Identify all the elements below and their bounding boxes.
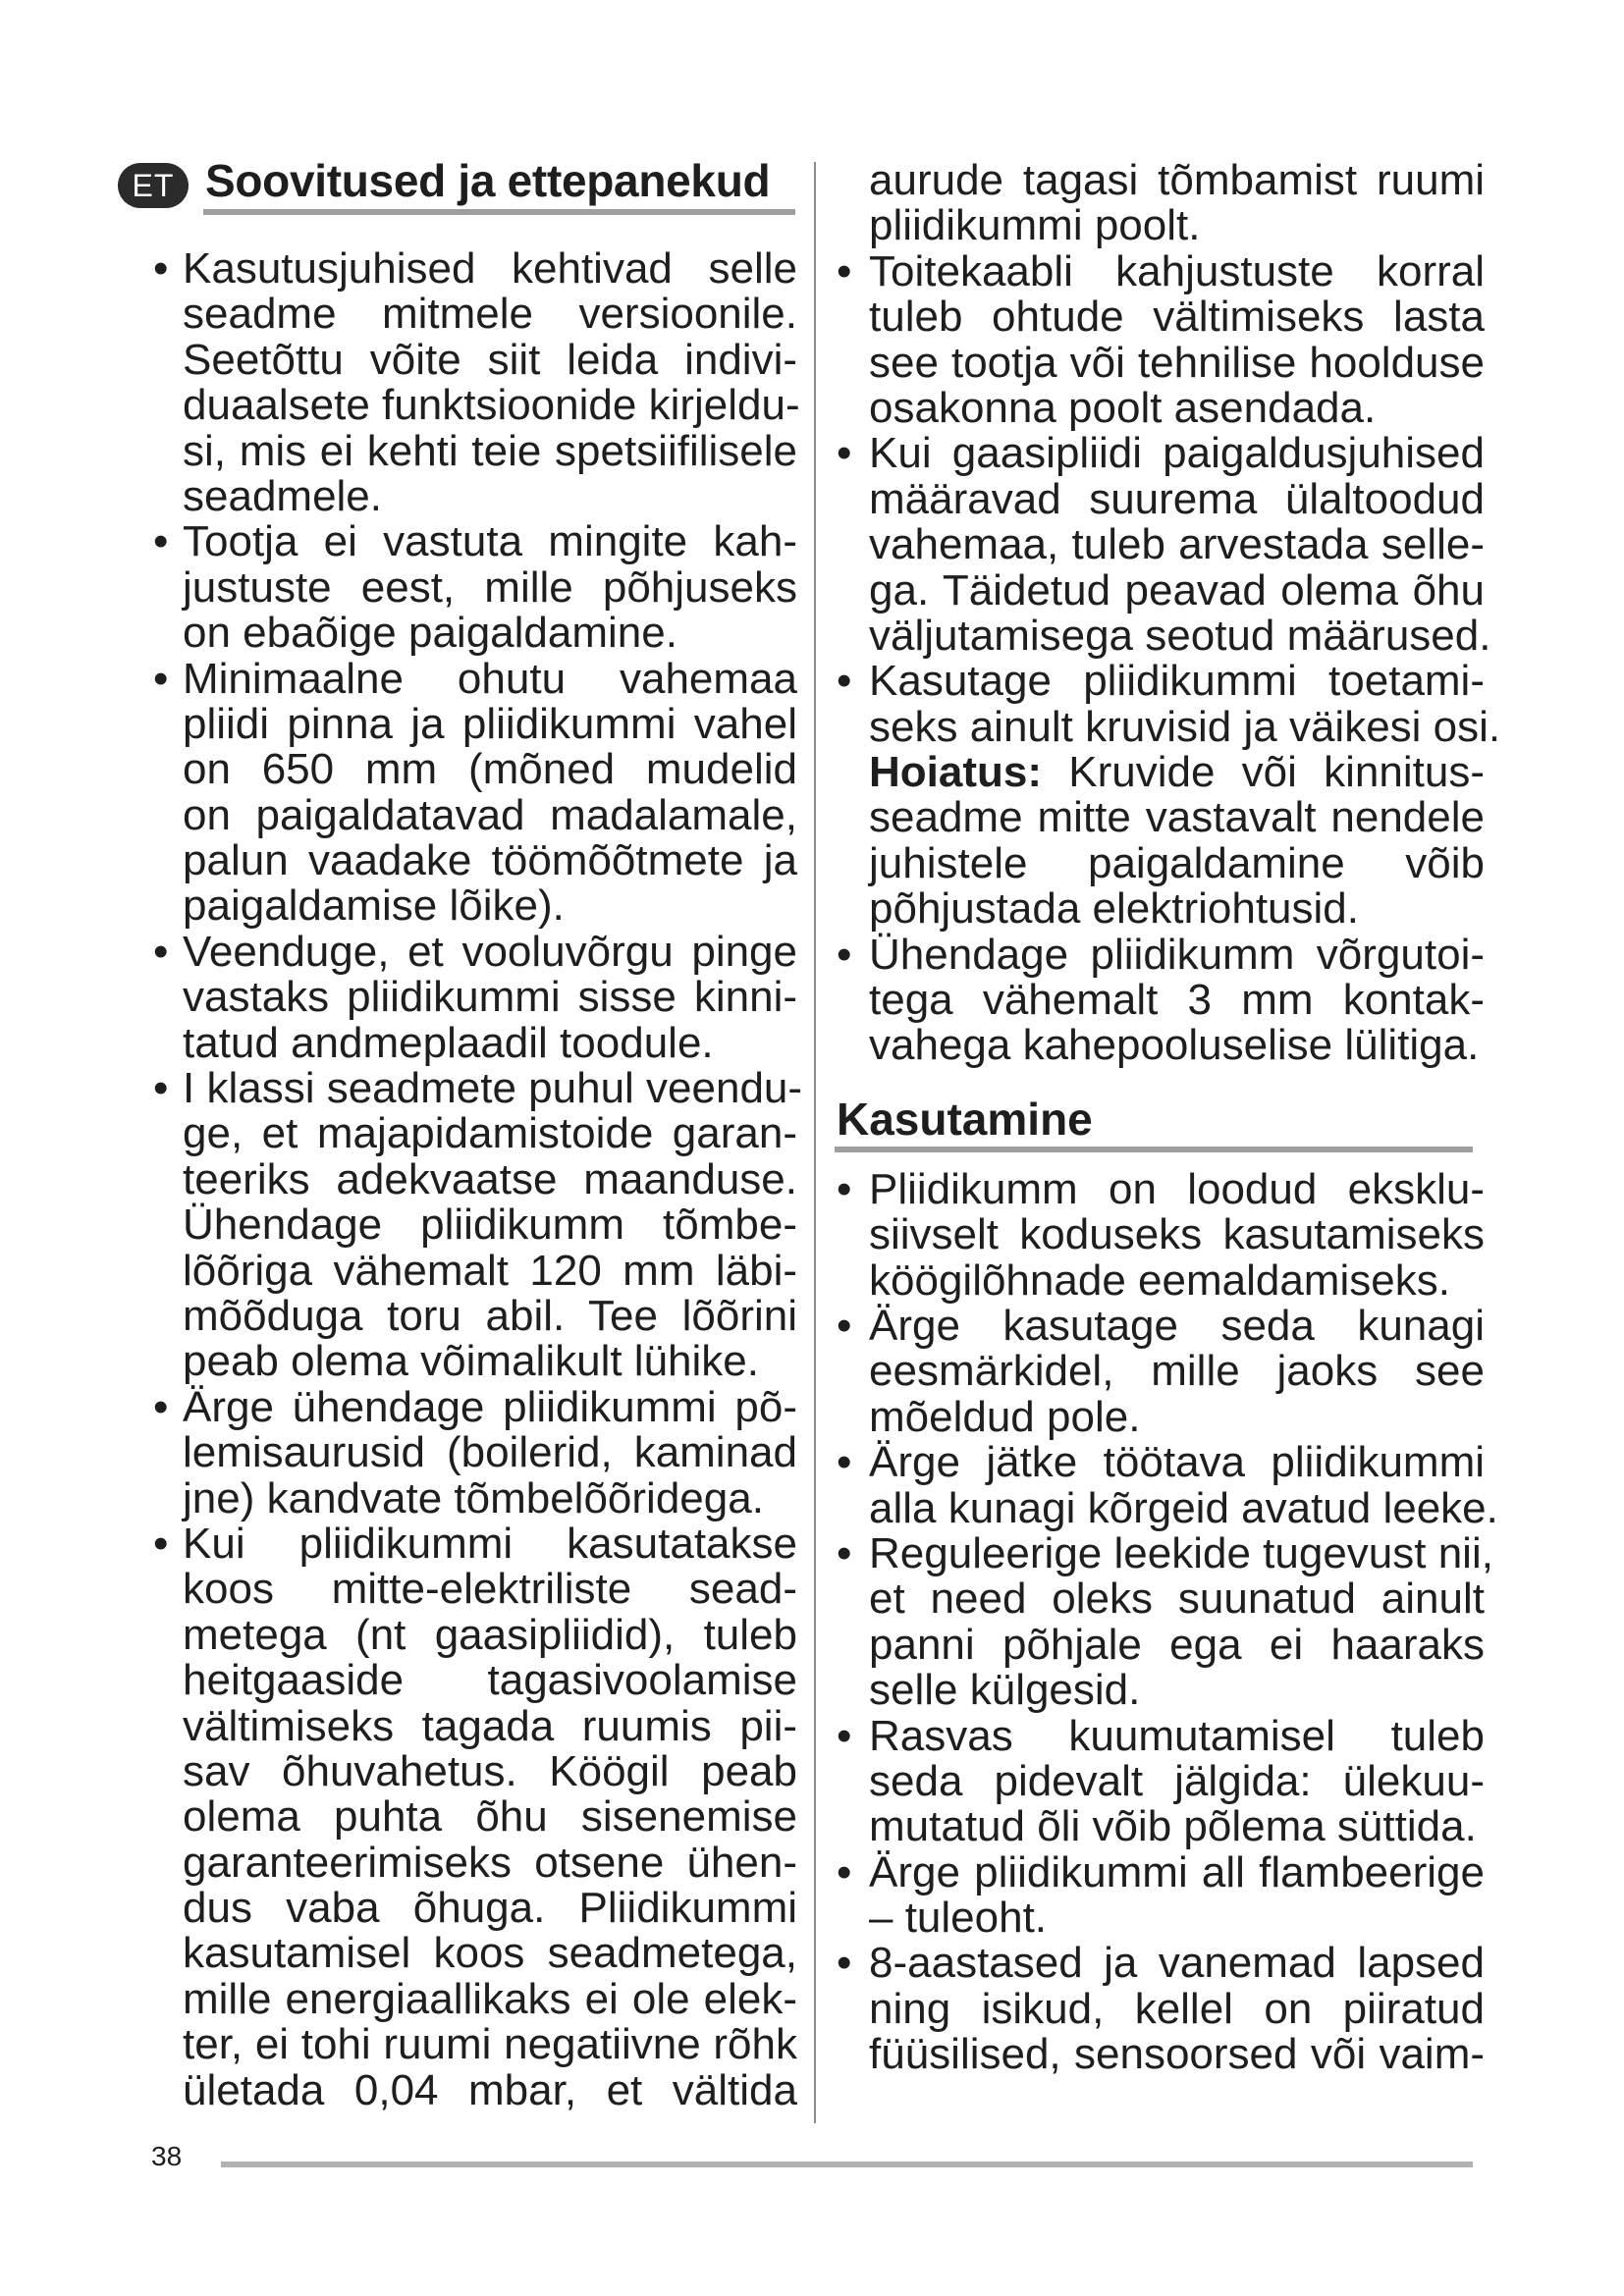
text-line: seda pidevalt jälgida: ülekuu- (869, 1756, 1485, 1805)
text-line: see tootja või tehnilise hoolduse (869, 338, 1485, 387)
text-line: on paigaldatavad madalamale, (183, 790, 797, 839)
list-item (837, 1164, 1524, 1305)
text-line: seadme mitmele versioonile. (183, 290, 797, 339)
text-line: lõõriga vähemalt 120 mm läbi- (183, 1246, 797, 1295)
usage-list (837, 1164, 1524, 2079)
text-line: et need oleks suunatud ainult (869, 1575, 1485, 1624)
text-line: ületada 0,04 mbar, et vältida (183, 2065, 797, 2114)
text-line: ge, et majapidamistoide garan- (183, 1109, 797, 1158)
text-line: Ärge ühendage pliidikummi põ- (183, 1382, 797, 1431)
text-line: peab olema võimalikult lühike. (183, 1337, 759, 1386)
text-line: palun vaadake töömõõtmete ja (183, 836, 797, 885)
text-line: köögilõhnade eemaldamiseks. (869, 1255, 1450, 1305)
text-line: Kasutusjuhised kehtivad selle (183, 244, 797, 293)
bullet: • (837, 1847, 852, 1896)
text-line: eesmärkidel, mille jaoks see (869, 1347, 1485, 1396)
text-line: Toitekaabli kahjustuste korral (869, 246, 1485, 295)
bullet: • (837, 1528, 852, 1577)
list-item (153, 1066, 801, 1385)
text-line (837, 750, 1485, 795)
text-line: mille energiaallikaks ei ole elek- (183, 1974, 797, 2023)
text-line: seks ainult kruvisid ja väikesi osi. (869, 702, 1501, 751)
text-line: seadme mitte vastavalt nendele (869, 793, 1485, 842)
bullet: • (837, 657, 852, 706)
text-line: paigaldamise lõike). (183, 881, 565, 931)
text-line: Ärge pliidikummi all flambeerige (869, 1847, 1485, 1896)
text-line: ter, ei tohi ruumi negatiivne rõhk (183, 2020, 797, 2069)
list-item (837, 1528, 1524, 1715)
text-line: Rasvas kuumutamisel tuleb (869, 1711, 1485, 1760)
text-line: pliidikummi poolt. (869, 201, 1201, 250)
text-line: tega vähemalt 3 mm kontak- (869, 976, 1485, 1025)
list-item (837, 1440, 1524, 1531)
text-line: dus vaba õhuga. Pliidikummi (183, 1884, 797, 1933)
bullet: • (837, 1164, 852, 1213)
bullet: • (153, 244, 169, 293)
text-line: teeriks adekvaatse maanduse. (183, 1154, 797, 1203)
list-item (153, 246, 801, 519)
text-line: – tuleoht. (869, 1894, 1048, 1943)
section-title-recommendations: Soovitused ja ettepanekud (205, 155, 771, 206)
text-line: justuste eest, mille põhjuseks (183, 562, 797, 612)
text-line: kasutamisel koos seadmetega, (183, 1929, 797, 1978)
text-line: ga. Täidetud peavad olema õhu (869, 565, 1485, 614)
list-item (837, 431, 1524, 659)
bullet: • (837, 1711, 852, 1760)
text-line: lemisaurusid (boilerid, kaminad (183, 1428, 797, 1477)
bullet: • (153, 654, 169, 703)
warning-label: Hoiatus: (869, 748, 1042, 797)
text-line: Kui gaasipliidi paigaldusjuhised (869, 429, 1485, 478)
text-line: I klassi seadmete puhul veendu- (183, 1064, 803, 1113)
text-line: Ühendage pliidikumm võrgutoi- (869, 930, 1485, 979)
text-line: si, mis ei kehti teie spetsiifilisele (183, 426, 797, 475)
bullet: • (837, 930, 852, 979)
list-item (837, 246, 1524, 432)
text-line: duaalsete funktsioonide kirjeldu- (183, 381, 800, 430)
page-number: 38 (151, 2141, 183, 2171)
bullet: • (837, 1939, 852, 1988)
list-item (837, 659, 1524, 750)
list-item (153, 1382, 801, 1522)
recommendations-list (153, 246, 801, 2113)
text-line: aurude tagasi tõmbamist ruumi (869, 156, 1485, 204)
text-line: Tootja ei vastuta mingite kah- (183, 517, 797, 566)
text-line: Ühendage pliidikumm tõmbe- (183, 1201, 797, 1250)
text-line: seadmele. (183, 471, 383, 520)
text-line: koos mitte-elektriliste sead- (183, 1565, 797, 1614)
text-line: alla kunagi kõrgeid avatud leeke. (869, 1483, 1498, 1532)
recommendations-list-continued (837, 158, 1524, 1069)
bullet: • (153, 1519, 169, 1568)
text-line: siivselt koduseks kasutamiseks (869, 1210, 1485, 1259)
text-line: 8-aastased ja vanemad lapsed (869, 1939, 1485, 1988)
text-line: vältimiseks tagada ruumis pii- (183, 1701, 797, 1750)
text-line: tuleb ohtude vältimiseks lasta (869, 293, 1485, 342)
footer-rule (221, 2162, 1473, 2167)
text-line: panni põhjale ega ei haaraks (869, 1620, 1485, 1669)
bullet: • (153, 927, 169, 976)
text-line: väljutamisega seotud määrused. (869, 611, 1491, 660)
text-line: osakonna poolt asendada. (869, 383, 1377, 432)
text-line: Pliidikumm on loodud eksklu- (869, 1164, 1485, 1213)
text-line: Ärge jätke töötava pliidikummi (869, 1438, 1485, 1487)
text-line: vastaks pliidikummi sisse kinni- (183, 973, 797, 1022)
list-item (837, 1847, 1524, 1943)
bullet: • (153, 1064, 169, 1113)
language-badge: ET (118, 163, 189, 208)
list-item (153, 927, 801, 1067)
text-line: põhjustada elektriohtusid. (869, 884, 1359, 934)
list-item (153, 1519, 801, 2114)
section-title-usage: Kasutamine (837, 1093, 1093, 1145)
text-line: on 650 mm (mõned mudelid (183, 745, 797, 794)
bullet: • (837, 246, 852, 295)
text-line: mutatud õli võib põlema süttida. (869, 1802, 1477, 1851)
list-item (153, 654, 801, 931)
text-line: Minimaalne ohutu vahemaa (183, 654, 797, 703)
list-item (837, 750, 1524, 933)
list-item (837, 1711, 1524, 1851)
list-item (837, 158, 1524, 249)
text-line: on ebaõige paigaldamine. (183, 609, 677, 658)
bullet: • (837, 1301, 852, 1350)
text-run: Kruvide või kinnitus- (1042, 748, 1485, 797)
left-column (153, 246, 801, 2113)
right-column (837, 158, 1524, 2078)
title-underline (203, 209, 795, 215)
text-line: sav õhuvahetus. Köögil peab (183, 1746, 797, 1795)
text-line: Kasutage pliidikummi toetami- (869, 657, 1485, 706)
text-line: garanteerimiseks otsene ühen- (183, 1838, 797, 1887)
bullet: • (153, 1382, 169, 1431)
text-line: määravad suurema ülaltoodud (869, 474, 1485, 523)
text-line: mõõduga toru abil. Tee lõõrini (183, 1291, 797, 1340)
text-line: jne) kandvate tõmbelõõridega. (183, 1473, 764, 1522)
text-line: tatud andmeplaadil toodule. (183, 1018, 714, 1067)
text-line: füüsilised, sensoorsed või vaim- (869, 2030, 1485, 2079)
text-line: vahega kahepooluselise lülitiga. (869, 1021, 1480, 1070)
text-line: olema puhta õhu sisenemise (183, 1792, 797, 1842)
section-underline (835, 1147, 1473, 1152)
bullet: • (837, 1438, 852, 1487)
text-line: selle külgesid. (869, 1666, 1141, 1715)
text-line: vahemaa, tuleb arvestada selle- (869, 520, 1485, 569)
list-item (837, 930, 1524, 1070)
text-line: heitgaaside tagasivoolamise (183, 1656, 797, 1705)
list-item (837, 1941, 1524, 2077)
text-line: ning isikud, kellel on piiratud (869, 1984, 1485, 2033)
text-line: juhistele paigaldamine võib (869, 838, 1485, 887)
text-line: mõeldud pole. (869, 1392, 1141, 1441)
text-line: Ärge kasutage seda kunagi (869, 1301, 1485, 1350)
text-line: Kui pliidikummi kasutatakse (183, 1519, 797, 1568)
text-line: Reguleerige leekide tugevust nii, (869, 1528, 1493, 1577)
text-line: metega (nt gaasipliidid), tuleb (183, 1610, 797, 1659)
list-item (153, 519, 801, 656)
column-divider (814, 162, 816, 2123)
text-line: Veenduge, et vooluvõrgu pinge (183, 927, 797, 976)
bullet: • (837, 429, 852, 478)
bullet: • (153, 517, 169, 566)
text-line: pliidi pinna ja pliidikummi vahel (183, 699, 797, 748)
text-line: Seetõttu võite siit leida indivi- (183, 335, 797, 384)
list-item (837, 1301, 1524, 1441)
